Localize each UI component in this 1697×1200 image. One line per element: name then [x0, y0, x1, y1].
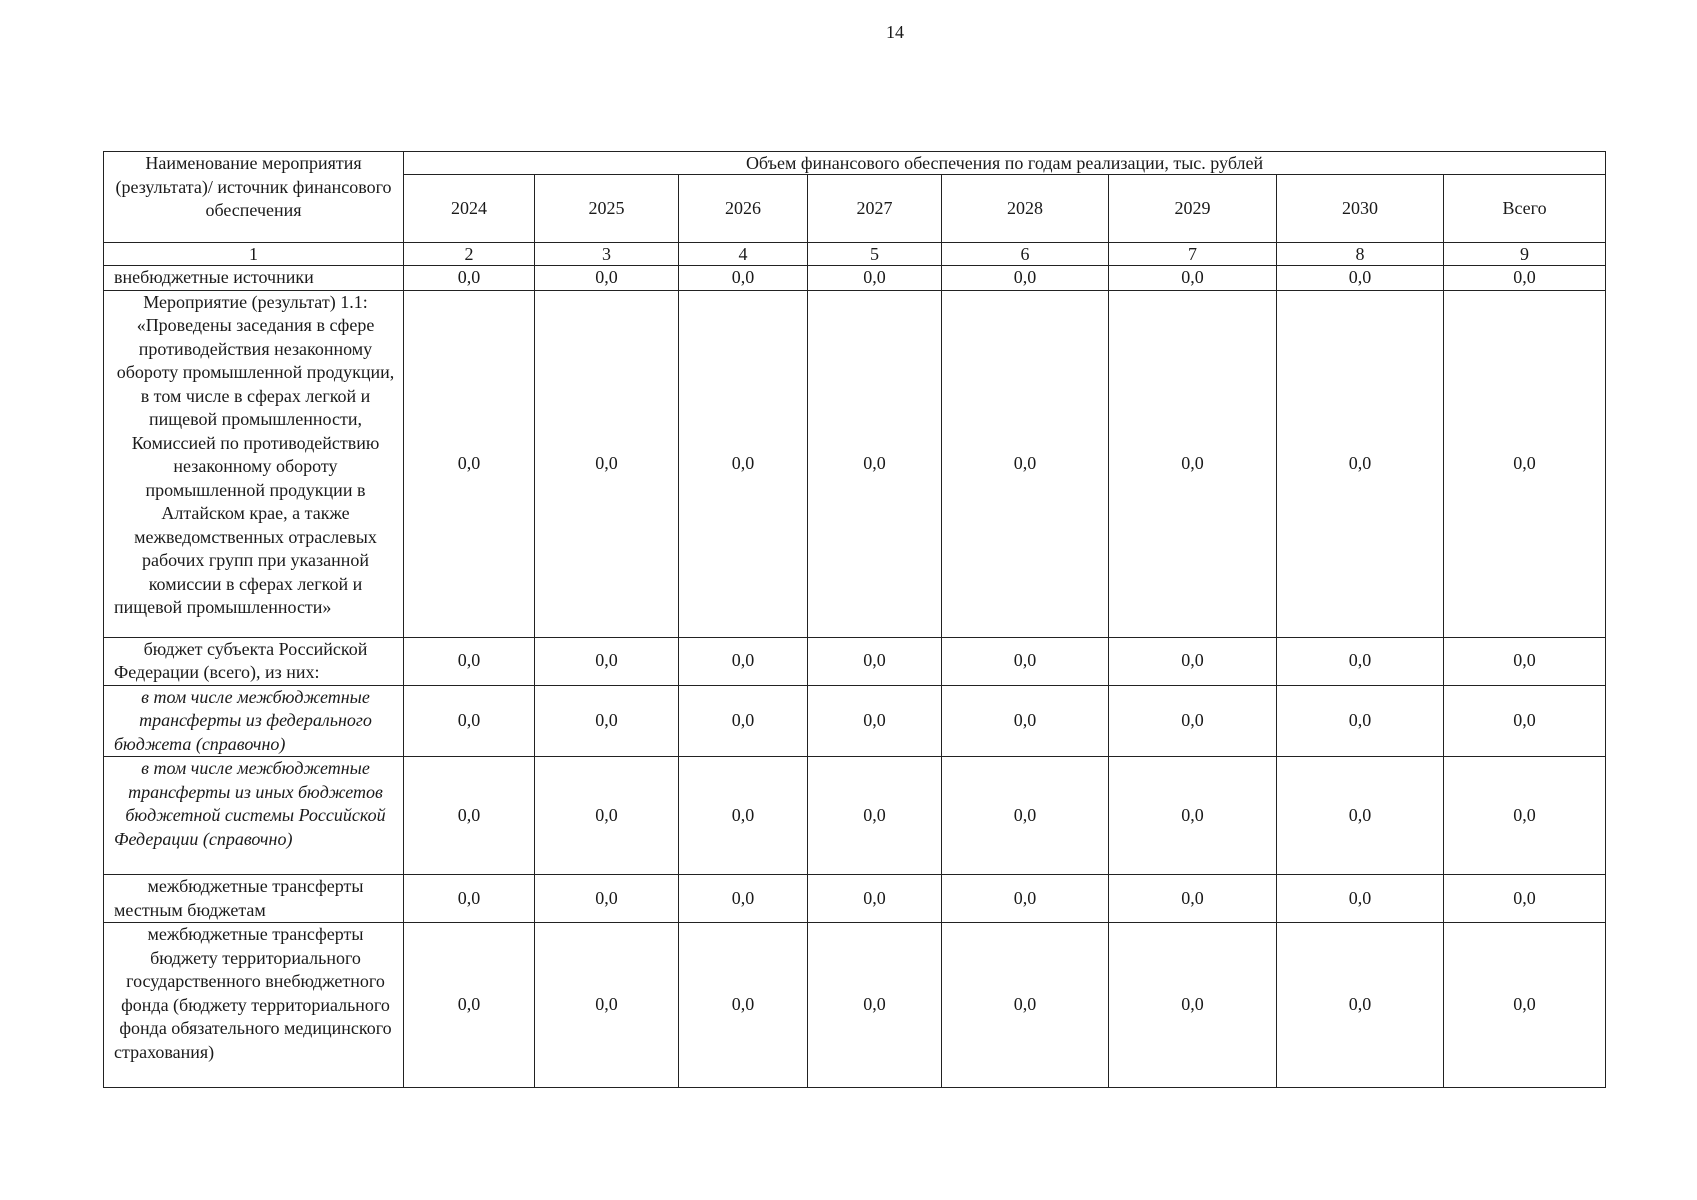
row-value: 0,0: [535, 875, 679, 923]
table-row: [104, 685, 1606, 757]
header-year: 2025: [535, 175, 679, 243]
row-value: 0,0: [1277, 637, 1444, 685]
column-number: 8: [1277, 243, 1444, 266]
table-row: [104, 875, 1606, 923]
column-number: 2: [404, 243, 535, 266]
row-value: 0,0: [1444, 923, 1606, 1088]
row-value: 0,0: [942, 685, 1109, 757]
row-value: 0,0: [679, 290, 808, 637]
row-value: 0,0: [808, 685, 942, 757]
row-value: 0,0: [1444, 685, 1606, 757]
row-value: 0,0: [404, 637, 535, 685]
row-value: 0,0: [535, 637, 679, 685]
row-value: 0,0: [1277, 290, 1444, 637]
row-value: 0,0: [679, 923, 808, 1088]
row-value: 0,0: [404, 290, 535, 637]
table-row: [104, 637, 1606, 685]
column-number: 1: [104, 243, 404, 266]
page-number: 14: [886, 22, 904, 42]
row-value: 0,0: [942, 875, 1109, 923]
row-value: 0,0: [942, 757, 1109, 875]
row-value: 0,0: [679, 266, 808, 291]
row-value: 0,0: [1444, 757, 1606, 875]
header-year: 2028: [942, 175, 1109, 243]
row-value: 0,0: [808, 266, 942, 291]
row-value: 0,0: [1109, 875, 1277, 923]
table-row: [104, 290, 1606, 637]
row-name: внебюджетные источники: [104, 266, 404, 291]
row-value: 0,0: [1277, 923, 1444, 1088]
row-value: 0,0: [1109, 266, 1277, 291]
column-number: 6: [942, 243, 1109, 266]
row-value: 0,0: [404, 685, 535, 757]
row-value: 0,0: [1109, 757, 1277, 875]
row-name: в том числе межбюджетные трансферты из иных бюджетов бюджетной системы Российской Федерации (справочно): [104, 757, 404, 875]
row-value: 0,0: [404, 757, 535, 875]
column-number: 4: [679, 243, 808, 266]
column-number: 3: [535, 243, 679, 266]
table-row: [104, 266, 1606, 291]
row-value: 0,0: [1109, 290, 1277, 637]
row-value: 0,0: [1444, 637, 1606, 685]
row-value: 0,0: [1277, 685, 1444, 757]
row-value: 0,0: [1277, 757, 1444, 875]
header-year: 2027: [808, 175, 942, 243]
row-value: 0,0: [808, 757, 942, 875]
row-value: 0,0: [535, 290, 679, 637]
header-group-title: Объем финансового обеспечения по годам реализации, тыс. рублей: [404, 152, 1606, 175]
row-value: 0,0: [679, 875, 808, 923]
row-value: 0,0: [535, 757, 679, 875]
header-total: Всего: [1444, 175, 1606, 243]
row-name: бюджет субъекта Российской Федерации (всего), из них:: [104, 637, 404, 685]
table-row: [104, 923, 1606, 1088]
header-year: 2029: [1109, 175, 1277, 243]
row-name: межбюджетные трансферты бюджету территориального государственного внебюджетного фонда (бюджету территориального фонда обязательного медицинского страхования): [104, 923, 404, 1088]
header-year: 2026: [679, 175, 808, 243]
row-value: 0,0: [808, 290, 942, 637]
table-row: [104, 757, 1606, 875]
row-value: 0,0: [404, 923, 535, 1088]
row-name: межбюджетные трансферты местным бюджетам: [104, 875, 404, 923]
row-value: 0,0: [808, 875, 942, 923]
row-name: Мероприятие (результат) 1.1: «Проведены заседания в сфере противодействия незаконному обороту промышленной продукции, в том числе в сферах легкой и пищевой промышленности, Комиссией по противодействию незаконному обороту промышленной продукции в Алтайском крае, а также межведомственных отраслевых рабочих групп при указанной комиссии в сферах легкой и пищевой промышленности»: [104, 290, 404, 637]
row-value: 0,0: [1444, 266, 1606, 291]
column-number: 7: [1109, 243, 1277, 266]
row-value: 0,0: [679, 685, 808, 757]
row-value: 0,0: [535, 685, 679, 757]
row-value: 0,0: [808, 923, 942, 1088]
header-name-column: Наименование мероприятия (результата)/ источник финансового обеспечения: [104, 152, 404, 243]
row-value: 0,0: [942, 637, 1109, 685]
header-year: 2024: [404, 175, 535, 243]
row-value: 0,0: [535, 266, 679, 291]
column-number: 9: [1444, 243, 1606, 266]
row-value: 0,0: [942, 266, 1109, 291]
row-value: 0,0: [942, 290, 1109, 637]
row-value: 0,0: [808, 637, 942, 685]
row-name: в том числе межбюджетные трансферты из федерального бюджета (справочно): [104, 685, 404, 757]
row-value: 0,0: [404, 266, 535, 291]
header-year: 2030: [1277, 175, 1444, 243]
row-value: 0,0: [1109, 685, 1277, 757]
row-value: 0,0: [1444, 290, 1606, 637]
row-value: 0,0: [1277, 875, 1444, 923]
row-value: 0,0: [404, 875, 535, 923]
row-value: 0,0: [1109, 923, 1277, 1088]
column-number: 5: [808, 243, 942, 266]
row-value: 0,0: [679, 637, 808, 685]
financing-table: [103, 151, 1606, 1088]
row-value: 0,0: [1277, 266, 1444, 291]
header-row-group: [104, 152, 1606, 175]
row-value: 0,0: [1109, 637, 1277, 685]
row-value: 0,0: [679, 757, 808, 875]
column-number-row: [104, 243, 1606, 266]
row-value: 0,0: [1444, 875, 1606, 923]
row-value: 0,0: [942, 923, 1109, 1088]
row-value: 0,0: [535, 923, 679, 1088]
